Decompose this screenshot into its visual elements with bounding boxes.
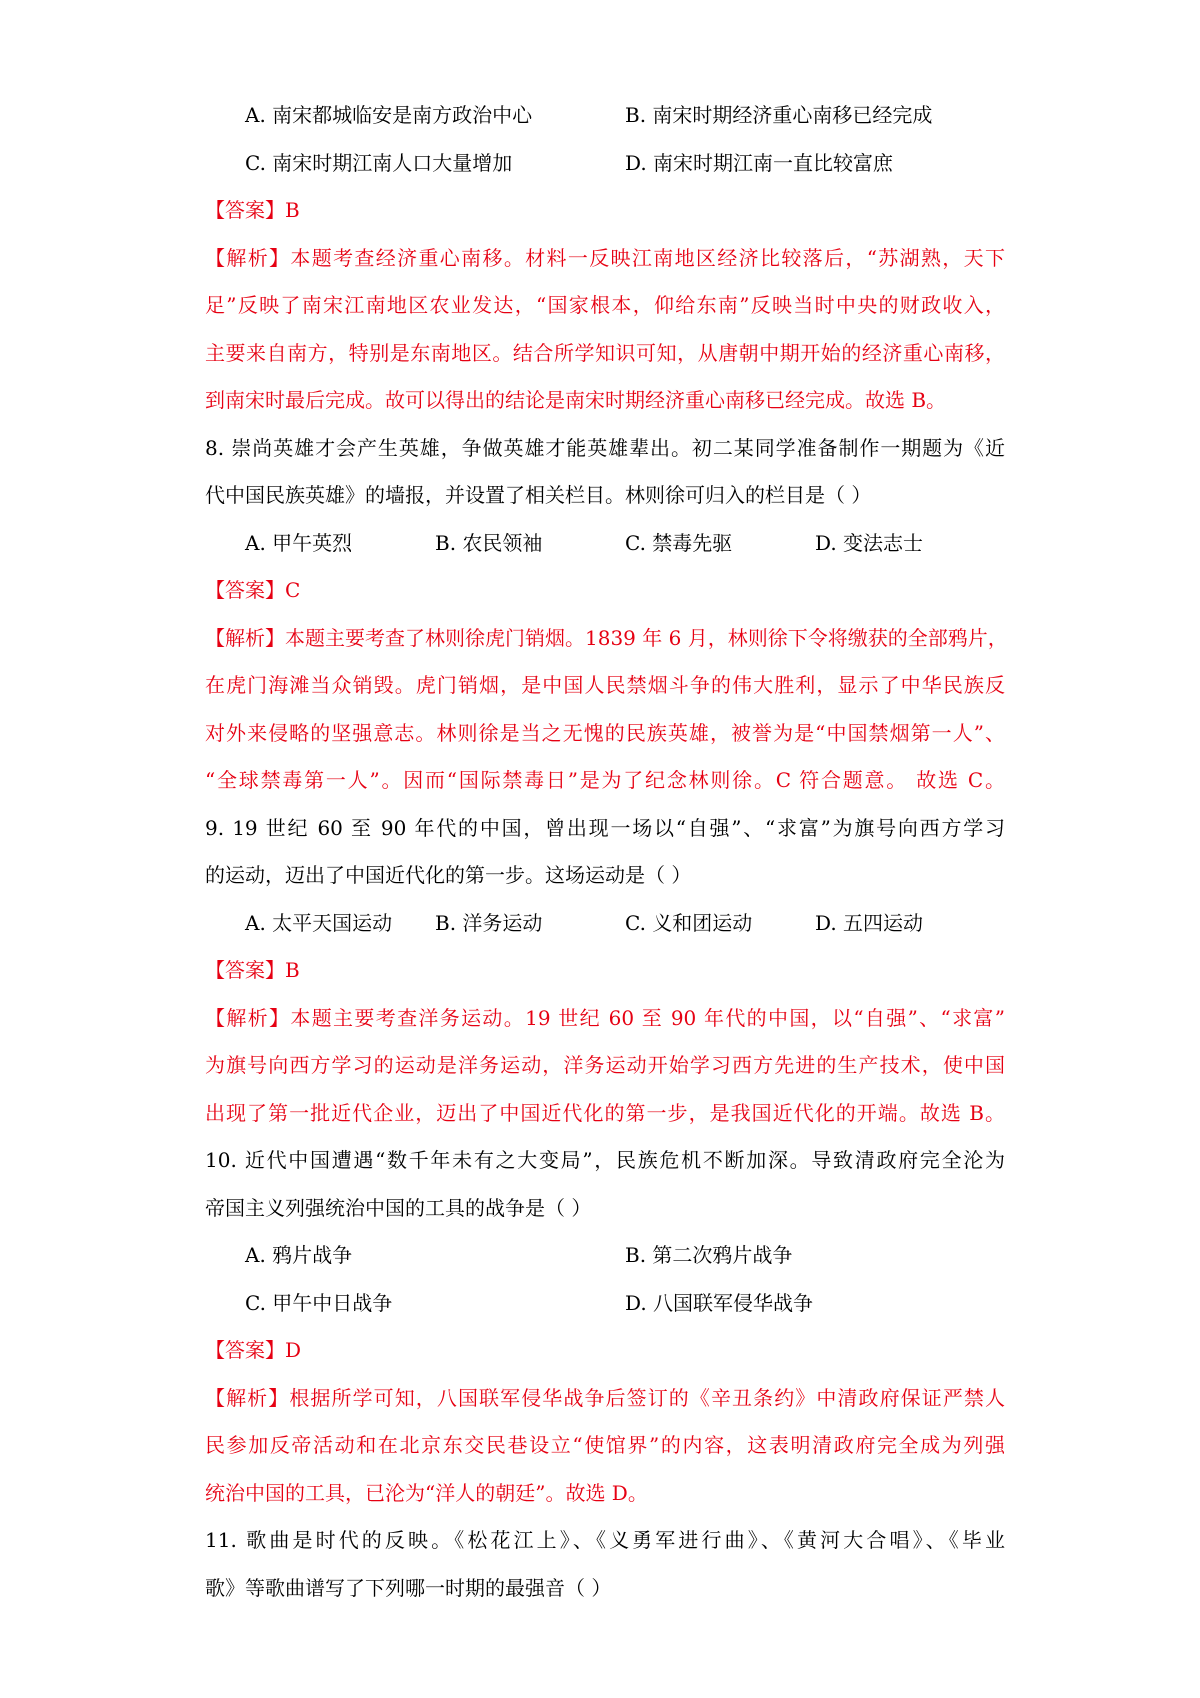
q10-analysis-line: 【解析】根据所学可知，八国联军侵华战争后签订的《辛丑条约》中清政府保证严禁人 bbox=[205, 1385, 1005, 1410]
q8-option-c: C. 禁毒先驱 bbox=[625, 530, 733, 555]
q10-analysis-line: 统治中国的工具，已沦为“洋人的朝廷”。故选 D。 bbox=[205, 1480, 648, 1505]
q9-analysis-line: 出现了第一批近代企业，迈出了中国近代化的第一步，是我国近代化的开端。故选 B。 bbox=[205, 1100, 1005, 1125]
q11-stem-line: 歌》等歌曲谱写了下列哪一时期的最强音（ ） bbox=[205, 1575, 612, 1600]
document-page bbox=[205, 92, 1008, 1612]
q8-analysis-line: 在虎门海滩当众销毁。虎门销烟，是中国人民禁烟斗争的伟大胜利，显示了中华民族反 bbox=[205, 673, 1005, 697]
q7-option-a: A. 南宋都城临安是南方政治中心 bbox=[245, 103, 533, 127]
q7-options-row-2 bbox=[205, 140, 1005, 188]
q7-options-row-1 bbox=[205, 92, 1005, 140]
q9-answer: 【答案】B bbox=[205, 958, 300, 982]
q8-stem-line: 代中国民族英雄》的墙报，并设置了相关栏目。林则徐可归入的栏目是（ ） bbox=[205, 483, 872, 507]
q10-analysis-line: 民参加反帝活动和在北京东交民巷设立“使馆界”的内容，这表明清政府完全成为列强 bbox=[205, 1433, 1005, 1457]
q7-option-b: B. 南宋时期经济重心南移已经完成 bbox=[625, 103, 933, 127]
q9-option-d: D. 五四运动 bbox=[815, 910, 924, 935]
q8-analysis-line: 【解析】本题主要考查了林则徐虎门销烟。1839 年 6 月，林则徐下令将缴获的全部鸦片， bbox=[205, 625, 1008, 650]
q7-analysis-line: 主要来自南方，特别是东南地区。结合所学知识可知，从唐朝中期开始的经济重心南移， bbox=[205, 340, 1005, 365]
q10-option-d: D. 八国联军侵华战争 bbox=[625, 1290, 814, 1315]
q9-option-c: C. 义和团运动 bbox=[625, 910, 753, 935]
q7-answer: 【答案】B bbox=[205, 198, 300, 222]
q7-analysis-line: 足”反映了南宋江南地区农业发达，“国家根本，仰给东南”反映当时中央的财政收入， bbox=[205, 293, 1005, 317]
q8-answer: 【答案】C bbox=[205, 578, 301, 602]
q10-option-b: B. 第二次鸦片战争 bbox=[625, 1243, 793, 1267]
q10-options-row-1 bbox=[205, 1232, 1005, 1280]
q9-analysis-line: 为旗号向西方学习的运动是洋务运动，洋务运动开始学习西方先进的生产技术，使中国 bbox=[205, 1053, 1005, 1077]
q9-options-row bbox=[205, 900, 1005, 948]
q10-answer: 【答案】D bbox=[205, 1338, 302, 1362]
q10-option-a: A. 鸦片战争 bbox=[245, 1243, 353, 1267]
q10-option-c: C. 甲午中日战争 bbox=[245, 1290, 393, 1315]
q8-option-d: D. 变法志士 bbox=[815, 530, 924, 555]
q10-stem-line: 10. 近代中国遭遇“数千年未有之大变局”，民族危机不断加深。导致清政府完全沦为 bbox=[205, 1148, 1005, 1172]
q8-option-a: A. 甲午英烈 bbox=[245, 530, 353, 555]
q10-stem-line: 帝国主义列强统治中国的工具的战争是（ ） bbox=[205, 1195, 592, 1220]
q9-analysis-line: 【解析】本题主要考查洋务运动。19 世纪 60 至 90 年代的中国，以“自强”、“求富” bbox=[205, 1005, 1005, 1030]
q7-option-c: C. 南宋时期江南人口大量增加 bbox=[245, 150, 513, 175]
q11-stem-line: 11. 歌曲是时代的反映。《松花江上》、《义勇军进行曲》、《黄河大合唱》、《毕业 bbox=[205, 1528, 1005, 1552]
q8-analysis-line: “全球禁毒第一人”。因而“国际禁毒日”是为了纪念林则徐。C 符合题意。 故选 C。 bbox=[205, 768, 1005, 792]
q8-analysis-line: 对外来侵略的坚强意志。林则徐是当之无愧的民族英雄，被誉为是“中国禁烟第一人”、 bbox=[205, 720, 1005, 745]
q8-options-row bbox=[205, 520, 1005, 568]
q10-options-row-2 bbox=[205, 1280, 1005, 1328]
q9-stem-line: 9. 19 世纪 60 至 90 年代的中国，曾出现一场以“自强”、“求富”为旗号向西方学习 bbox=[205, 815, 1005, 840]
q7-analysis-line: 【解析】本题考查经济重心南移。材料一反映江南地区经济比较落后，“苏湖熟，天下 bbox=[205, 245, 1005, 270]
q9-stem-line: 的运动，迈出了中国近代化的第一步。这场运动是（ ） bbox=[205, 863, 692, 887]
q9-option-b: B. 洋务运动 bbox=[435, 910, 543, 935]
q8-option-b: B. 农民领袖 bbox=[435, 530, 543, 555]
q7-option-d: D. 南宋时期江南一直比较富庶 bbox=[625, 150, 894, 175]
q9-option-a: A. 太平天国运动 bbox=[245, 910, 393, 935]
q7-analysis-line: 到南宋时最后完成。故可以得出的结论是南宋时期经济重心南移已经完成。故选 B。 bbox=[205, 388, 947, 412]
q8-stem-line: 8. 崇尚英雄才会产生英雄，争做英雄才能英雄辈出。初二某同学准备制作一期题为《近 bbox=[205, 435, 1005, 460]
